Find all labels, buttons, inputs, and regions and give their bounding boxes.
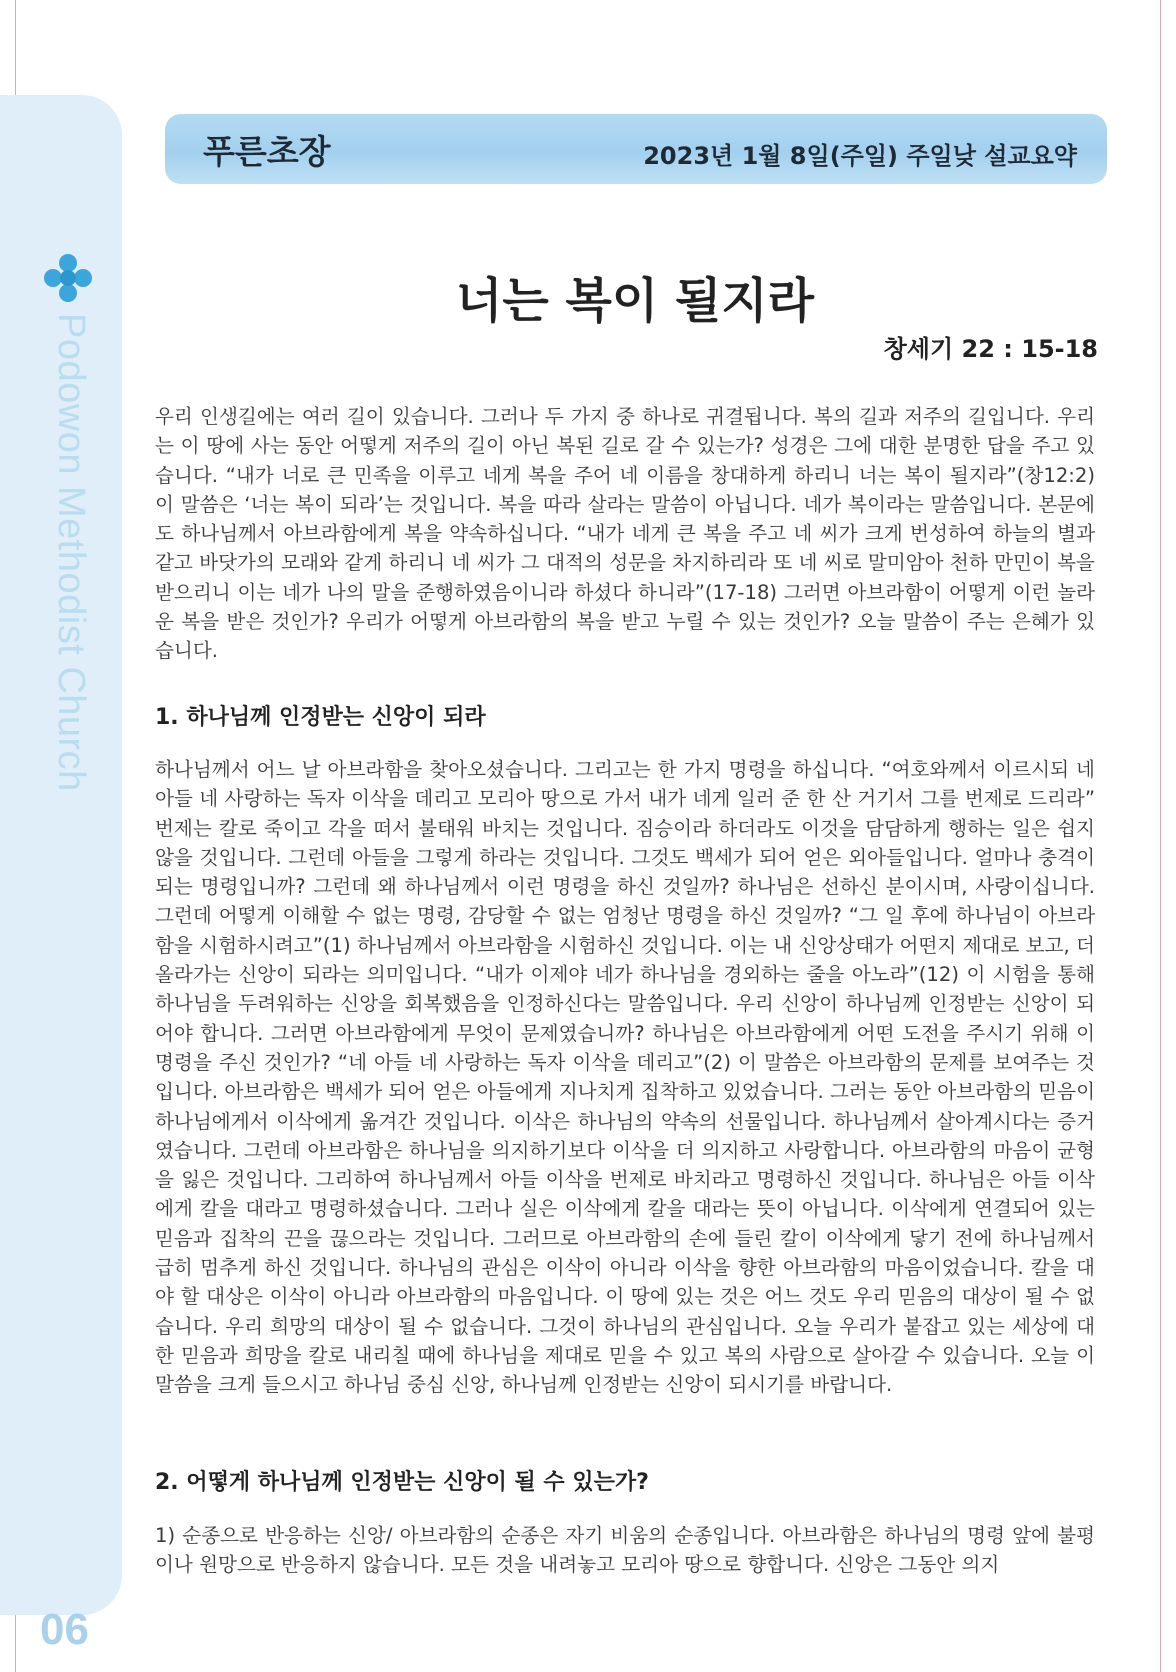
column-name: 푸른초장 <box>203 132 331 171</box>
page-number: 06 <box>40 1605 89 1654</box>
header-banner <box>165 114 1107 184</box>
scripture-reference: 창세기 22 : 15-18 <box>883 335 1098 363</box>
section-1-heading: 1. 하나님께 인정받는 신앙이 되라 <box>155 705 486 730</box>
section-2-body: 1) 순종으로 반응하는 신앙/ 아브라함의 순종은 자기 비움의 순종입니다. 아브라함은 하나님의 명령 앞에 불평이나 원망으로 반응하지 않습니다. 모든 것을 내려놓고 모리아 땅으로 향합니다. 신앙은 그동안 의지 <box>155 1524 1095 1577</box>
section-1-body: 하나님께서 어느 날 아브라함을 찾아오셨습니다. 그리고는 한 가지 명령을 하십니다. “여호와께서 이르시되 네 아들 네 사랑하는 독자 이삭을 데리고 모리아 땅으로 가서 내가 네게 일러 준 한 산 거기서 그를 번제로 드리라” 번제는 칼로 죽이고 각을 떠서 불태워 바치는 것입니다. 짐승이라 하더라도 이것을 담담하게 행하는 일은 쉽지 않을 것입니다. 그런데 아들을 그렇게 하라는 것입니다. 그것도 백세가 되어 얻은 외아들입니다. 얼마나 충격이 되는 명령입니까? 그런데 왜 하나님께서 이런 명령을 하신 것일까? 하나님은 선하신 분이시며, 사랑이십니다. 그런데 어떻게 이해할 수 없는 명령, 감당할 수 없는 엄청난 명령을 하신 것일까? “그 일 후에 하나님이 아브라함을 시험하시려고”(1) 하나님께서 아브라함을 시험하신 것입니다. 이는 내 신앙상태가 어떤지 제대로 보고, 더 올라가는 신앙이 되라는 의미입니다. “내가 이제야 네가 하나님을 경외하는 줄을 아노라”(12) 이 시험을 통해 하나님을 두려워하는 신앙을 회복했음을 인정하신다는 말씀입니다. 우리 신앙이 하나님께 인정받는 신앙이 되어야 합니다. 그러면 아브라함에게 무엇이 문제였습니까? 하나님은 아브라함에게 어떤 도전을 주시기 위해 이 명령을 주신 것인가? “네 아들 네 사랑하는 독자 이삭을 데리고”(2) 이 말씀은 아브라함의 문제를 보여주는 것입니다. 아브라함은 백세가 되어 얻은 아들에게 지나치게 집착하고 있었습니다. 그러는 동안 아브라함의 믿음이 하나님에게서 이삭에게 옮겨간 것입니다. 이삭은 하나님의 약속의 선물입니다. 하나님께서 살아계시다는 증거였습니다. 그런데 아브라함은 하나님을 의지하기보다 이삭을 더 의지하고 사랑합니다. 아브라함의 마음이 균형을 잃은 것입니다. 그리하여 하나님께서 아들 이삭을 번제로 바치라고 명령하신 것입니다. 하나님은 아들 이삭에게 칼을 대라고 명령하셨습니다. 그러나 실은 이삭에게 칼을 대라는 뜻이 아닙니다. 이삭에게 연결되어 있는 믿음과 집착의 끈을 끊으라는 것입니다. 그러므로 아브라함의 손에 들린 칼이 이삭에게 닿기 전에 하나님께서 급히 멈추게 하신 것입니다. 하나님의 관심은 이삭이 아니라 이삭을 향한 아브라함의 마음이었습니다. 칼을 대야 할 대상은 이삭이 아니라 아브라함의 마음입니다. 이 땅에 있는 것은 어느 것도 우리 믿음의 대상이 될 수 없습니다. 우리 희망의 대상이 될 수 없습니다. 그것이 하나님의 관심입니다. 오늘 우리가 붙잡고 있는 세상에 대한 믿음과 희망을 칼로 내리칠 때에 하나님을 제대로 믿을 수 있고 복의 사람으로 살아갈 수 있습니다. 오늘 이 말씀을 크게 들으시고 하나님 중심 신앙, 하나님께 인정받는 신앙이 되시기를 바랍니다. <box>155 758 1095 1397</box>
section-2-heading: 2. 어떻게 하나님께 인정받는 신앙이 될 수 있는가? <box>155 1470 649 1495</box>
date-line: 2023년 1월 8일(주일) 주일낮 설교요약 <box>643 142 1077 170</box>
church-name: Podowon Methodist Church <box>50 313 92 792</box>
intro-paragraph: 우리 인생길에는 여러 길이 있습니다. 그러나 두 가지 중 하나로 귀결됩니다. 복의 길과 저주의 길입니다. 우리는 이 땅에 사는 동안 어떻게 저주의 길이 아닌 복된 길로 갈 수 있는가? 성경은 그에 대한 분명한 답을 주고 있습니다. “내가 너로 큰 민족을 이루고 네게 복을 주어 네 이름을 창대하게 하리니 너는 복이 될지라”(창12:2) 이 말씀은 ‘너는 복이 되라’는 것입니다. 복을 따라 살라는 말씀이 아닙니다. 네가 복이라는 말씀입니다. 본문에도 하나님께서 아브라함에게 복을 약속하십니다. “내가 네게 큰 복을 주고 네 씨가 크게 번성하여 하늘의 별과 같고 바닷가의 모래와 같게 하리니 네 씨가 그 대적의 성문을 차지하리라 또 네 씨로 말미암아 천하 만민이 복을 받으리니 이는 네가 나의 말을 준행하였음이니라 하셨다 하니라”(17-18) 그러면 아브라함이 어떻게 이런 놀라운 복을 받은 것인가? 우리가 어떻게 아브라함의 복을 받고 누릴 수 있는 것인가? 오늘 말씀이 주는 은혜가 있습니다. <box>155 405 1096 663</box>
sermon-title: 너는 복이 될지라 <box>456 273 814 329</box>
right-margin-line <box>1160 0 1161 1672</box>
